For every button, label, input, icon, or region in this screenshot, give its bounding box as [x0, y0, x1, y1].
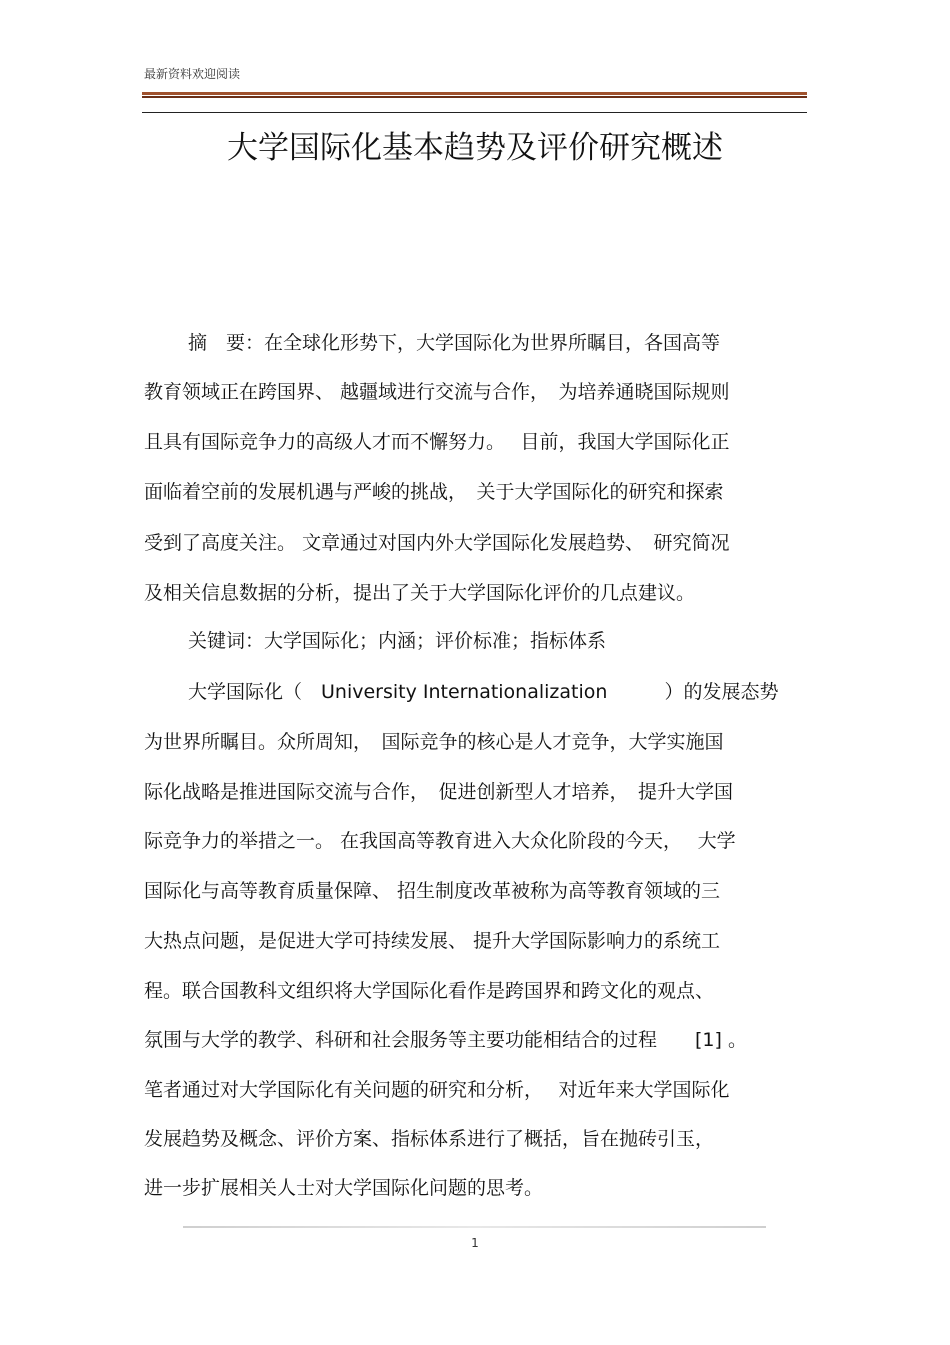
- document-title: 大学国际化基本趋势及评价研究概述: [227, 130, 723, 166]
- footer-rule: [183, 1226, 766, 1228]
- abstract-line-4: 面临着空前的发展机遇与严峻的挑战， 关于大学国际化的研究和探索: [144, 481, 724, 503]
- body-line-6: 大热点问题，是促进大学可持续发展、 提升大学国际影响力的系统工: [144, 930, 721, 952]
- abstract-line-3: 且具有国际竞争力的高级人才而不懈努力。 目前，我国大学国际化正: [144, 431, 730, 453]
- body-line-3: 际化战略是推进国际交流与合作， 促进创新型人才培养， 提升大学国: [144, 781, 734, 803]
- page-number: 1: [471, 1236, 479, 1250]
- body-line-2: 为世界所瞩目。众所周知， 国际竞争的核心是人才竞争，大学实施国: [144, 731, 724, 753]
- header-rule-top: [142, 92, 807, 95]
- body-line-4: 际竞争力的举措之一。 在我国高等教育进入大众化阶段的今天， 大学: [144, 830, 736, 852]
- body-line-1: 大学国际化（ University Internationalization ）的发展态势: [188, 681, 779, 703]
- abstract-line-2: 教育领域正在跨国界、 越疆域进行交流与合作， 为培养通晓国际规则: [144, 381, 730, 403]
- body-line-5: 国际化与高等教育质量保障、 招生制度改革被称为高等教育领域的三: [144, 880, 721, 902]
- abstract-line-6: 及相关信息数据的分析，提出了关于大学国际化评价的几点建议。: [144, 582, 696, 604]
- title-rule: [142, 112, 807, 113]
- header-rule-bottom: [142, 96, 807, 98]
- body-line-11: 进一步扩展相关人士对大学国际化问题的思考。: [144, 1177, 544, 1199]
- body-line-10: 发展趋势及概念、评价方案、指标体系进行了概括，旨在抛砖引玉，: [144, 1128, 715, 1150]
- header-text: 最新资料欢迎阅读: [144, 67, 241, 81]
- body-line-8: 氛围与大学的教学、科研和社会服务等主要功能相结合的过程 [1] 。: [144, 1029, 747, 1051]
- abstract-line-1: 摘 要：在全球化形势下，大学国际化为世界所瞩目，各国高等: [188, 332, 721, 354]
- abstract-line-5: 受到了高度关注。 文章通过对国内外大学国际化发展趋势、 研究简况: [144, 532, 730, 554]
- keywords-line: 关键词：大学国际化；内涵；评价标准；指标体系: [188, 630, 607, 652]
- body-line-7: 程。联合国教科文组织将大学国际化看作是跨国界和跨文化的观点、: [144, 980, 715, 1002]
- body-line-9: 笔者通过对大学国际化有关问题的研究和分析， 对近年来大学国际化: [144, 1079, 730, 1101]
